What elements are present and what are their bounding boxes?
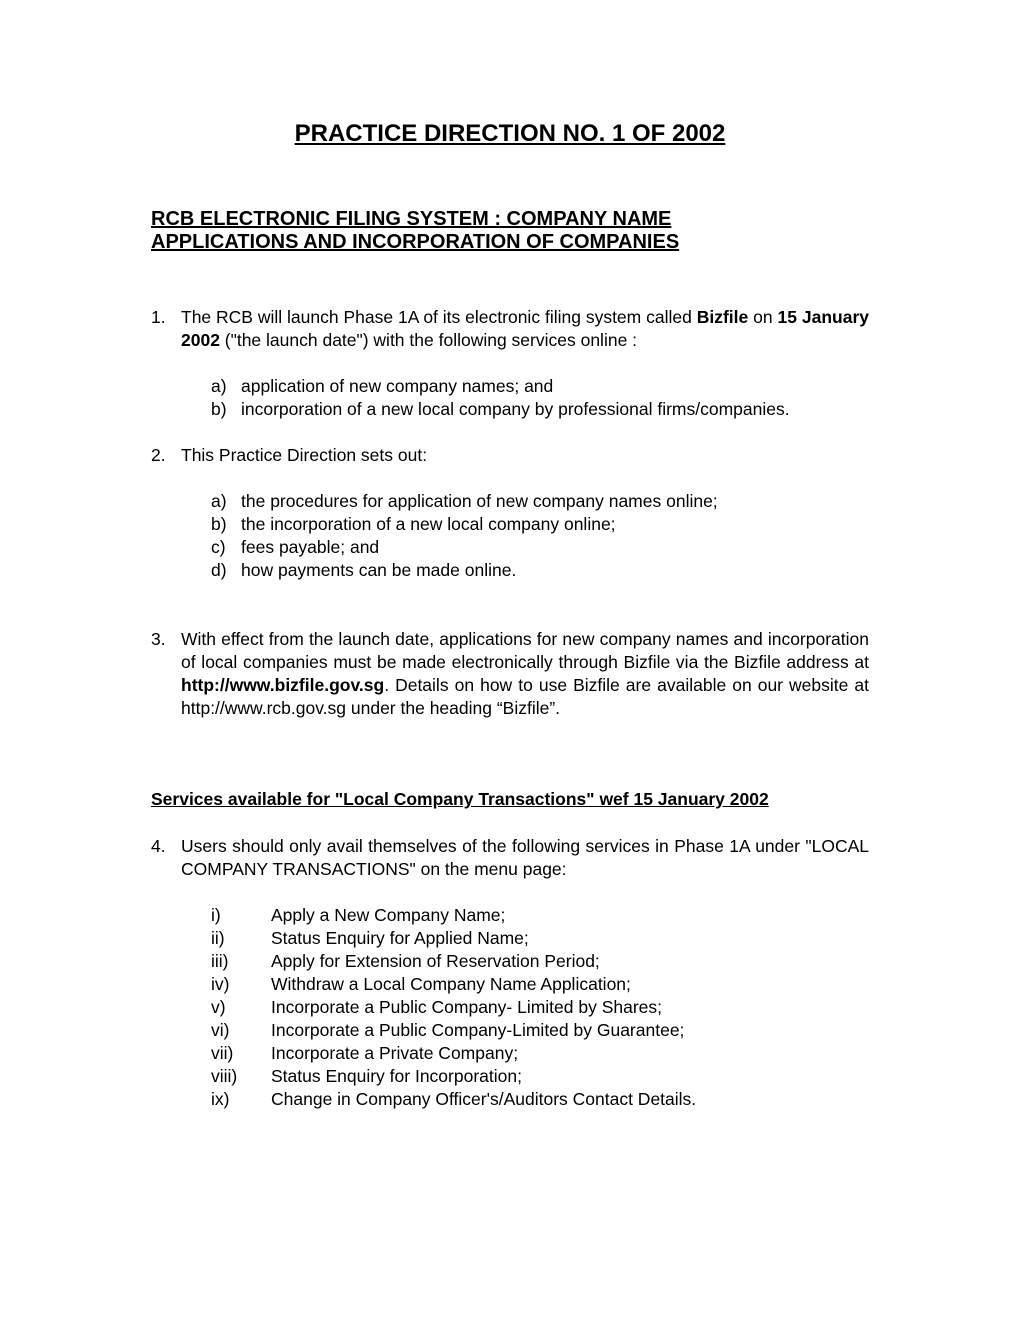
subtitle-line-1: RCB ELECTRONIC FILING SYSTEM : COMPANY NAME: [151, 208, 672, 230]
paragraph-number: 3.: [151, 629, 166, 649]
paragraph-number: 2.: [151, 445, 166, 465]
page-title: PRACTICE DIRECTION NO. 1 OF 2002: [294, 120, 726, 147]
bizfile-term: Bizfile: [696, 307, 749, 327]
services-list: i) Apply a New Company Name; ii) Status Enquiry for Applied Name; iii) Apply for Extension of Reservation Period; iv) Withdraw a Local Company Name Application; v) Incorporate a Public Company- Limited by Shares; vi) Incorporate a Public Company-Limited by Guarantee; vii) Incorporate a Private Company; viii) Status Enquiry for Incorporation; ix) Change in Company Officer's/Auditors Contact Details.: [211, 905, 697, 1109]
paragraph-1: [151, 306, 869, 352]
paragraph-2: [151, 444, 869, 467]
paragraph-text: With effect from the launch date, applications for new company names and incorporation of local companies must be made electronically through Bizfile via the Bizfile address at http://www.bizfile.gov.sg. Details on how to use Bizfile are available on our website at http://www.rcb.gov.sg under the heading “Bizfile”.: [181, 629, 869, 718]
paragraph-text: This Practice Direction sets out:: [181, 445, 428, 465]
subtitle-line-2: APPLICATIONS AND INCORPORATION OF COMPANIES: [151, 231, 680, 253]
paragraph-4: [151, 835, 869, 881]
paragraph-number: 1.: [151, 307, 166, 327]
bizfile-address-link: http://www.bizfile.gov.sg: [181, 675, 385, 695]
paragraph-number: 4.: [151, 836, 166, 856]
paragraph-2-list: a) the procedures for application of new company names online; b) the incorporation of a new local company online; c) fees payable; and d) how payments can be made online.: [211, 491, 718, 580]
paragraph-1-list: a) application of new company names; and b) incorporation of a new local company by professional firms/companies.: [211, 376, 790, 419]
document-subtitle: [151, 208, 871, 254]
paragraph-text: The RCB will launch Phase 1A of its electronic filing system called Bizfile on 15 January 2002 ("the launch date") with the following services online :: [181, 307, 869, 350]
launch-date: 15 January 2002: [181, 307, 869, 350]
section-heading: Services available for "Local Company Transactions" wef 15 January 2002: [151, 789, 769, 809]
paragraph-3: [151, 628, 869, 720]
paragraph-text: Users should only avail themselves of the following services in Phase 1A under "LOCAL COMPANY TRANSACTIONS" on the menu page:: [181, 836, 869, 879]
